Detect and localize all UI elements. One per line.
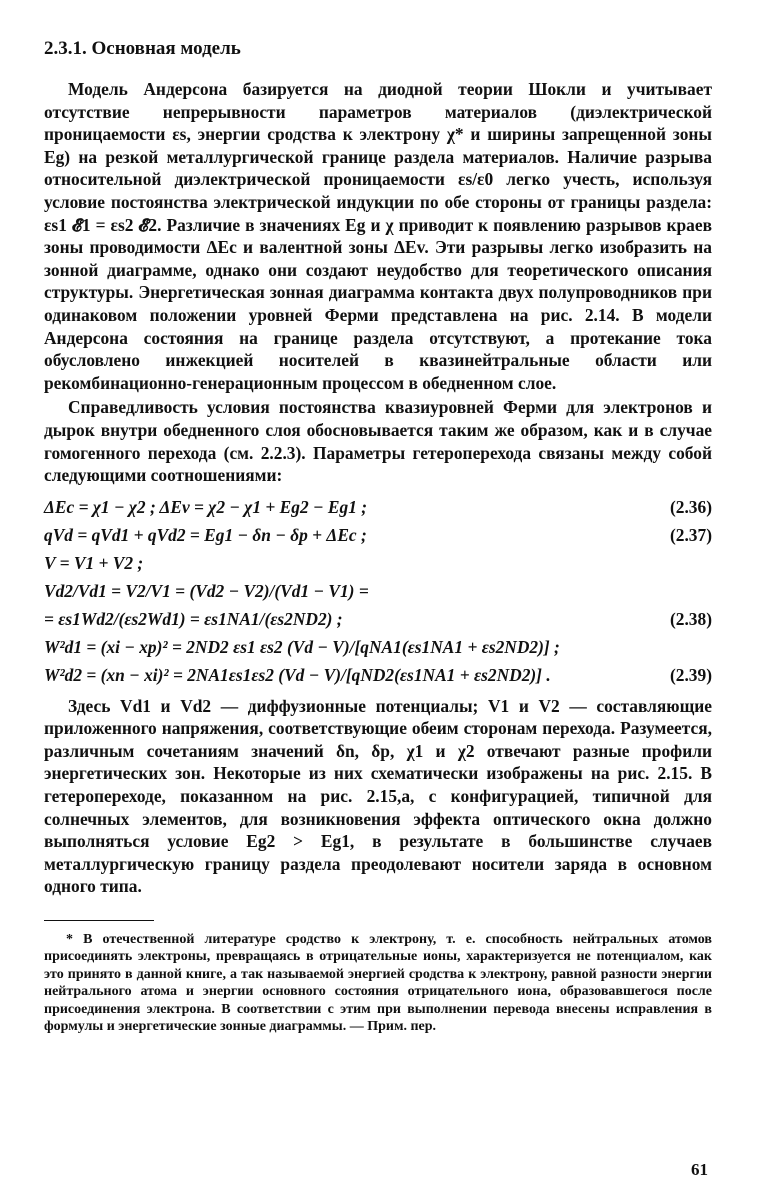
equation-line	[44, 605, 712, 633]
equation-text: qVd = qVd1 + qVd2 = Eg1 − δn − δp + ΔEc ;	[44, 524, 367, 545]
equation-line	[44, 549, 712, 577]
equation-text: Vd2/Vd1 = V2/V1 = (Vd2 − V2)/(Vd1 − V1) =	[44, 580, 369, 601]
equation-number: (2.37)	[669, 524, 712, 545]
footnote: * В отечественной литературе сродство к электрону, т. е. способность нейтральных атомов присоединять электроны, превращаясь в отрицательные ионы, характеризуется не потенциалом, как это принято в данной книге, а так называемой энергией сродства к электрону, равной разности энергии нейтрального атома и энергии основного состояния отрицательного иона, образовавшегося после присоединения электрона. В соответствии с этим при выполнении перевода внесены исправления в формулы и энергетические зонные диаграммы. — Прим. пер.	[44, 932, 712, 1035]
equation-line	[44, 633, 712, 661]
equation-line	[44, 577, 712, 605]
equation-number: (2.38)	[669, 608, 712, 629]
equation-text: V = V1 + V2 ;	[44, 552, 144, 573]
equation-text: = εs1Wd2/(εs2Wd1) = εs1NA1/(εs2ND2) ;	[44, 608, 343, 629]
paragraph-1: Модель Андерсона базируется на диодной теории Шокли и учитывает отсутствие непрерывности параметров материалов (диэлектрической проницаемости εs, энергии сродства к электрону χ* и ширины запрещенной зоны Eg) на резкой металлургической границе раздела материалов. Наличие разрыва относительной диэлектрической проницаемости εs/ε0 легко учесть, используя условие постоянства электрической индукции по обе стороны от границы раздела: εs1 𝓔1 = εs2 𝓔2. Различие в значениях Eg и χ приводит к появлению разрывов краев зоны проводимости ΔEc и валентной зоны ΔEv. Эти разрывы легко изобразить на зонной диаграмме, однако они создают неудобство для теоретического описания структуры. Энергетическая зонная диаграмма контакта двух полупроводников при одинаковом положении уровней Ферми представлена на рис. 2.14. В модели Андерсона состояния на границе раздела отсутствуют, а протекание тока обусловлено инжекцией носителей в квазинейтральные области или рекомбинационно-генерационным процессом в обедненном слое.	[44, 79, 712, 393]
page-body	[44, 38, 712, 1035]
equation-line	[44, 661, 712, 689]
section-heading: 2.3.1. Основная модель	[44, 38, 241, 59]
equations-block	[44, 493, 712, 689]
paragraph-2: Справедливость условия постоянства квазиуровней Ферми для электронов и дырок внутри обедненного слоя обосновывается таким же образом, как и в случае гомогенного перехода (см. 2.2.3). Параметры гетероперехода связаны между собой следующими соотношениями:	[44, 397, 712, 486]
paragraph-3: Здесь Vd1 и Vd2 — диффузионные потенциалы; V1 и V2 — составляющие приложенного напряжения, соответствующие обеим сторонам перехода. Разумеется, различным сочетаниям значений δn, δp, χ1 и χ2 отвечают разные профили энергетических зон. Некоторые из них схематически изображены на рис. 2.15. В гетеропереходе, показанном на рис. 2.15,а, с конфигурацией, типичной для солнечных элементов, для возникновения эффекта оптического окна должно выполняться условие Eg2 > Eg1, в результате в большинстве случаев металлургическую границу раздела преодолевают носители заряда в основном одного типа.	[44, 695, 712, 897]
equation-line	[44, 521, 712, 549]
equation-number: (2.36)	[669, 496, 712, 517]
equation-text: W²d1 = (xi − xp)² = 2ND2 εs1 εs2 (Vd − V)/[qNA1(εs1NA1 + εs2ND2)] ;	[44, 636, 560, 657]
page-number: 61	[691, 1160, 708, 1179]
equation-number: (2.39)	[669, 664, 712, 685]
equation-text: ΔEc = χ1 − χ2 ; ΔEv = χ2 − χ1 + Eg2 − Eg1 ;	[44, 496, 368, 517]
equation-text: W²d2 = (xn − xi)² = 2NA1εs1εs2 (Vd − V)/[qND2(εs1NA1 + εs2ND2)] .	[44, 664, 551, 685]
footnote-divider	[44, 920, 154, 921]
equation-line	[44, 493, 712, 521]
